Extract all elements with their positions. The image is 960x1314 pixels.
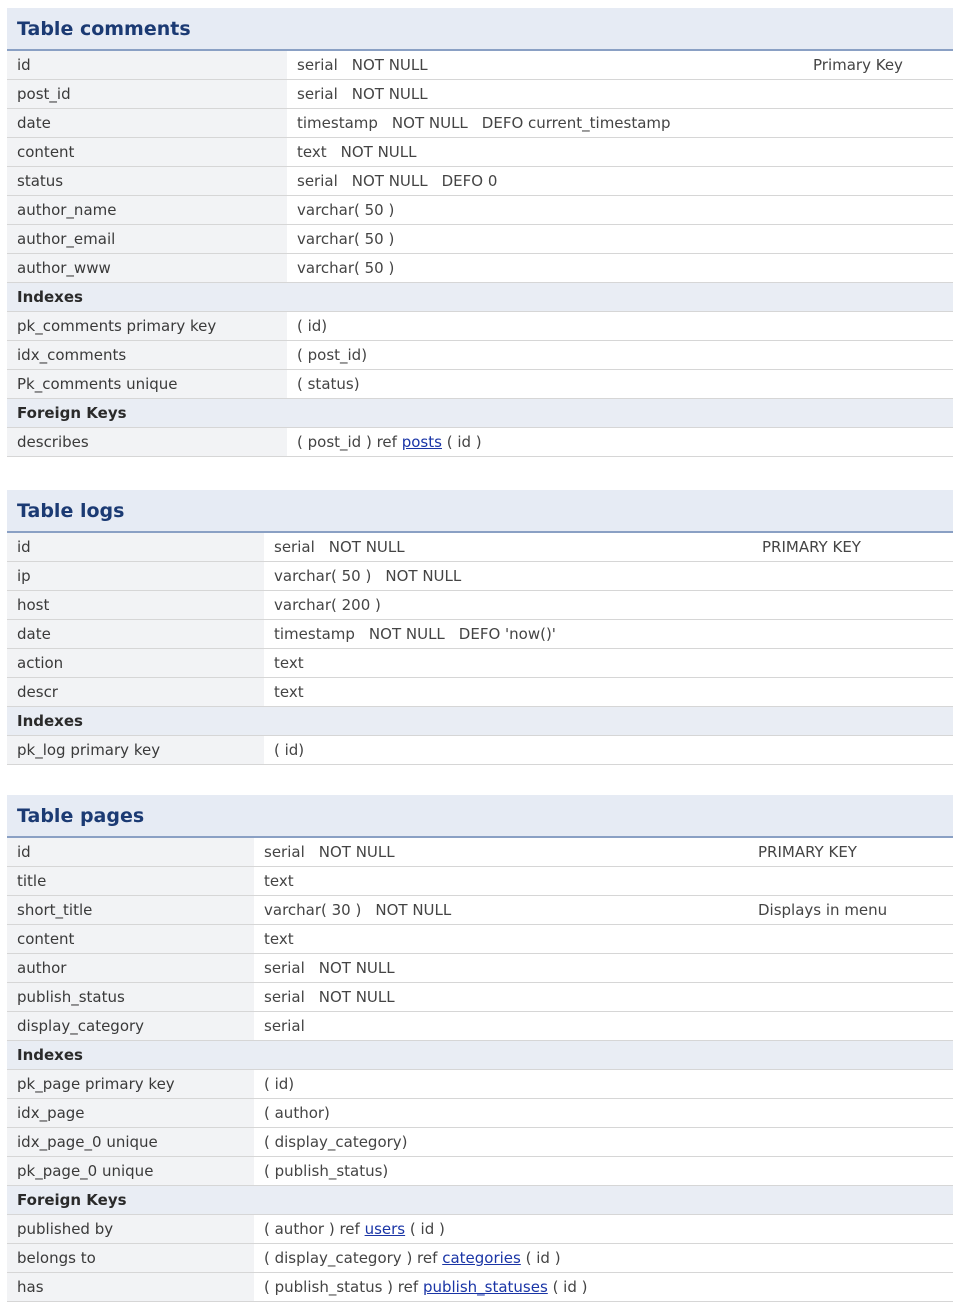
type-token: NOT NULL — [351, 85, 428, 103]
column-name: host — [7, 591, 264, 620]
type-token: serial — [264, 1017, 305, 1035]
index-row — [7, 736, 953, 765]
column-row — [7, 138, 953, 167]
index-columns: ( publish_status) — [254, 1157, 953, 1186]
column-note — [748, 867, 953, 896]
column-note — [752, 562, 953, 591]
index-columns: ( id) — [287, 312, 953, 341]
type-token: serial — [297, 85, 338, 103]
column-name: publish_status — [7, 983, 254, 1012]
column-row — [7, 167, 953, 196]
foreign-key-row — [7, 428, 953, 457]
column-type — [287, 225, 803, 254]
column-type — [254, 925, 748, 954]
column-note — [803, 254, 953, 283]
column-name: id — [7, 837, 254, 867]
column-row — [7, 837, 953, 867]
section-heading: Indexes — [7, 707, 953, 736]
type-token: varchar( 30 ) — [264, 901, 362, 919]
referenced-table-link[interactable]: posts — [401, 433, 442, 451]
foreign-key-source: ( post_id ) ref — [297, 433, 397, 451]
foreign-key-definition — [287, 428, 953, 457]
table-title: Table pages — [7, 795, 953, 837]
column-row — [7, 983, 953, 1012]
column-name: author_email — [7, 225, 287, 254]
foreign-key-name: published by — [7, 1215, 254, 1244]
type-token: NOT NULL — [328, 538, 405, 556]
index-name: idx_comments — [7, 341, 287, 370]
section-heading: Foreign Keys — [7, 399, 953, 428]
column-type — [264, 620, 752, 649]
type-token: serial — [297, 56, 338, 74]
referenced-table-link[interactable]: categories — [442, 1249, 521, 1267]
table-header — [7, 795, 953, 837]
column-note — [752, 678, 953, 707]
referenced-table-link[interactable]: users — [364, 1220, 406, 1238]
column-name: post_id — [7, 80, 287, 109]
type-token: NOT NULL — [385, 567, 462, 585]
index-columns: ( status) — [287, 370, 953, 399]
column-row — [7, 925, 953, 954]
column-type — [287, 167, 803, 196]
column-name: content — [7, 138, 287, 167]
column-type — [254, 954, 748, 983]
table-comments — [7, 8, 953, 457]
column-type — [287, 138, 803, 167]
column-name: descr — [7, 678, 264, 707]
column-row — [7, 109, 953, 138]
indexes-section — [7, 707, 953, 736]
column-name: ip — [7, 562, 264, 591]
index-columns: ( author) — [254, 1099, 953, 1128]
index-columns: ( id) — [264, 736, 953, 765]
index-row — [7, 1157, 953, 1186]
index-columns: ( display_category) — [254, 1128, 953, 1157]
foreign-key-target-column: ( id ) — [409, 1220, 445, 1238]
column-note — [803, 225, 953, 254]
column-note: Displays in menu — [748, 896, 953, 925]
index-row — [7, 341, 953, 370]
foreign-keys-section — [7, 399, 953, 428]
table-logs — [7, 490, 953, 765]
type-token: NOT NULL — [368, 625, 445, 643]
foreign-key-source: ( publish_status ) ref — [264, 1278, 419, 1296]
column-row — [7, 867, 953, 896]
column-type — [264, 532, 752, 562]
foreign-key-definition — [254, 1215, 953, 1244]
column-type — [287, 196, 803, 225]
column-note — [803, 167, 953, 196]
column-row — [7, 532, 953, 562]
column-note: Primary Key — [803, 50, 953, 80]
type-token: serial — [274, 538, 315, 556]
foreign-key-definition — [254, 1244, 953, 1273]
column-type — [254, 983, 748, 1012]
type-token: text — [297, 143, 327, 161]
column-note — [748, 983, 953, 1012]
type-token: serial — [264, 959, 305, 977]
column-row — [7, 954, 953, 983]
column-row — [7, 1012, 953, 1041]
type-token: text — [264, 872, 294, 890]
column-row — [7, 225, 953, 254]
column-row — [7, 50, 953, 80]
type-token: varchar( 200 ) — [274, 596, 381, 614]
type-token: NOT NULL — [351, 172, 428, 190]
column-name: status — [7, 167, 287, 196]
foreign-key-name: has — [7, 1273, 254, 1302]
column-type — [287, 254, 803, 283]
foreign-key-row — [7, 1215, 953, 1244]
foreign-key-name: describes — [7, 428, 287, 457]
type-token: text — [274, 654, 304, 672]
column-note — [752, 649, 953, 678]
type-token: DEFO 0 — [441, 172, 498, 190]
type-token: NOT NULL — [318, 988, 395, 1006]
column-type — [264, 562, 752, 591]
index-columns: ( id) — [254, 1070, 953, 1099]
type-token: timestamp — [274, 625, 355, 643]
foreign-key-target-column: ( id ) — [525, 1249, 561, 1267]
column-name: content — [7, 925, 254, 954]
column-row — [7, 80, 953, 109]
index-row — [7, 370, 953, 399]
type-token: NOT NULL — [351, 56, 428, 74]
index-row — [7, 1128, 953, 1157]
column-note — [803, 138, 953, 167]
type-token: NOT NULL — [318, 959, 395, 977]
column-name: date — [7, 109, 287, 138]
type-token: timestamp — [297, 114, 378, 132]
section-heading: Indexes — [7, 1041, 953, 1070]
type-token: varchar( 50 ) — [297, 259, 395, 277]
type-token: text — [264, 930, 294, 948]
type-token: varchar( 50 ) — [297, 230, 395, 248]
column-type — [254, 896, 748, 925]
column-type — [264, 678, 752, 707]
table-title: Table logs — [7, 490, 953, 532]
foreign-key-row — [7, 1244, 953, 1273]
type-token: text — [274, 683, 304, 701]
index-name: pk_page_0 unique — [7, 1157, 254, 1186]
type-token: DEFO current_timestamp — [481, 114, 671, 132]
type-token: NOT NULL — [318, 843, 395, 861]
column-row — [7, 591, 953, 620]
column-note — [803, 196, 953, 225]
foreign-keys-section — [7, 1186, 953, 1215]
index-name: pk_page primary key — [7, 1070, 254, 1099]
type-token: serial — [264, 843, 305, 861]
table-header — [7, 8, 953, 50]
column-type — [264, 591, 752, 620]
column-row — [7, 196, 953, 225]
column-note — [803, 109, 953, 138]
section-heading: Foreign Keys — [7, 1186, 953, 1215]
table-header — [7, 490, 953, 532]
foreign-key-row — [7, 1273, 953, 1302]
index-row — [7, 312, 953, 341]
column-row — [7, 562, 953, 591]
column-note: PRIMARY KEY — [748, 837, 953, 867]
column-name: author_name — [7, 196, 287, 225]
column-name: id — [7, 532, 264, 562]
index-columns: ( post_id) — [287, 341, 953, 370]
index-name: idx_page — [7, 1099, 254, 1128]
column-note — [752, 620, 953, 649]
index-name: Pk_comments unique — [7, 370, 287, 399]
column-name: action — [7, 649, 264, 678]
type-token: NOT NULL — [391, 114, 468, 132]
index-name: pk_log primary key — [7, 736, 264, 765]
column-row — [7, 678, 953, 707]
column-type — [264, 649, 752, 678]
column-type — [254, 837, 748, 867]
foreign-key-target-column: ( id ) — [552, 1278, 588, 1296]
column-note — [748, 954, 953, 983]
column-note — [752, 591, 953, 620]
table-pages — [7, 795, 953, 1302]
column-row — [7, 896, 953, 925]
column-name: author — [7, 954, 254, 983]
column-note: PRIMARY KEY — [752, 532, 953, 562]
column-note — [748, 1012, 953, 1041]
column-type — [254, 867, 748, 896]
column-type — [254, 1012, 748, 1041]
column-type — [287, 80, 803, 109]
index-name: idx_page_0 unique — [7, 1128, 254, 1157]
index-row — [7, 1099, 953, 1128]
table-title: Table comments — [7, 8, 953, 50]
type-token: serial — [297, 172, 338, 190]
type-token: DEFO 'now()' — [458, 625, 556, 643]
column-row — [7, 254, 953, 283]
column-row — [7, 649, 953, 678]
column-name: short_title — [7, 896, 254, 925]
type-token: varchar( 50 ) — [274, 567, 372, 585]
column-type — [287, 109, 803, 138]
column-name: id — [7, 50, 287, 80]
foreign-key-definition — [254, 1273, 953, 1302]
foreign-key-name: belongs to — [7, 1244, 254, 1273]
column-name: title — [7, 867, 254, 896]
type-token: serial — [264, 988, 305, 1006]
indexes-section — [7, 283, 953, 312]
foreign-key-target-column: ( id ) — [446, 433, 482, 451]
referenced-table-link[interactable]: publish_statuses — [422, 1278, 548, 1296]
column-row — [7, 620, 953, 649]
index-name: pk_comments primary key — [7, 312, 287, 341]
section-heading: Indexes — [7, 283, 953, 312]
column-type — [287, 50, 803, 80]
type-token: NOT NULL — [375, 901, 452, 919]
column-note — [748, 925, 953, 954]
type-token: varchar( 50 ) — [297, 201, 395, 219]
column-note — [803, 80, 953, 109]
column-name: author_www — [7, 254, 287, 283]
foreign-key-source: ( display_category ) ref — [264, 1249, 438, 1267]
indexes-section — [7, 1041, 953, 1070]
column-name: display_category — [7, 1012, 254, 1041]
foreign-key-source: ( author ) ref — [264, 1220, 360, 1238]
index-row — [7, 1070, 953, 1099]
column-name: date — [7, 620, 264, 649]
type-token: NOT NULL — [340, 143, 417, 161]
